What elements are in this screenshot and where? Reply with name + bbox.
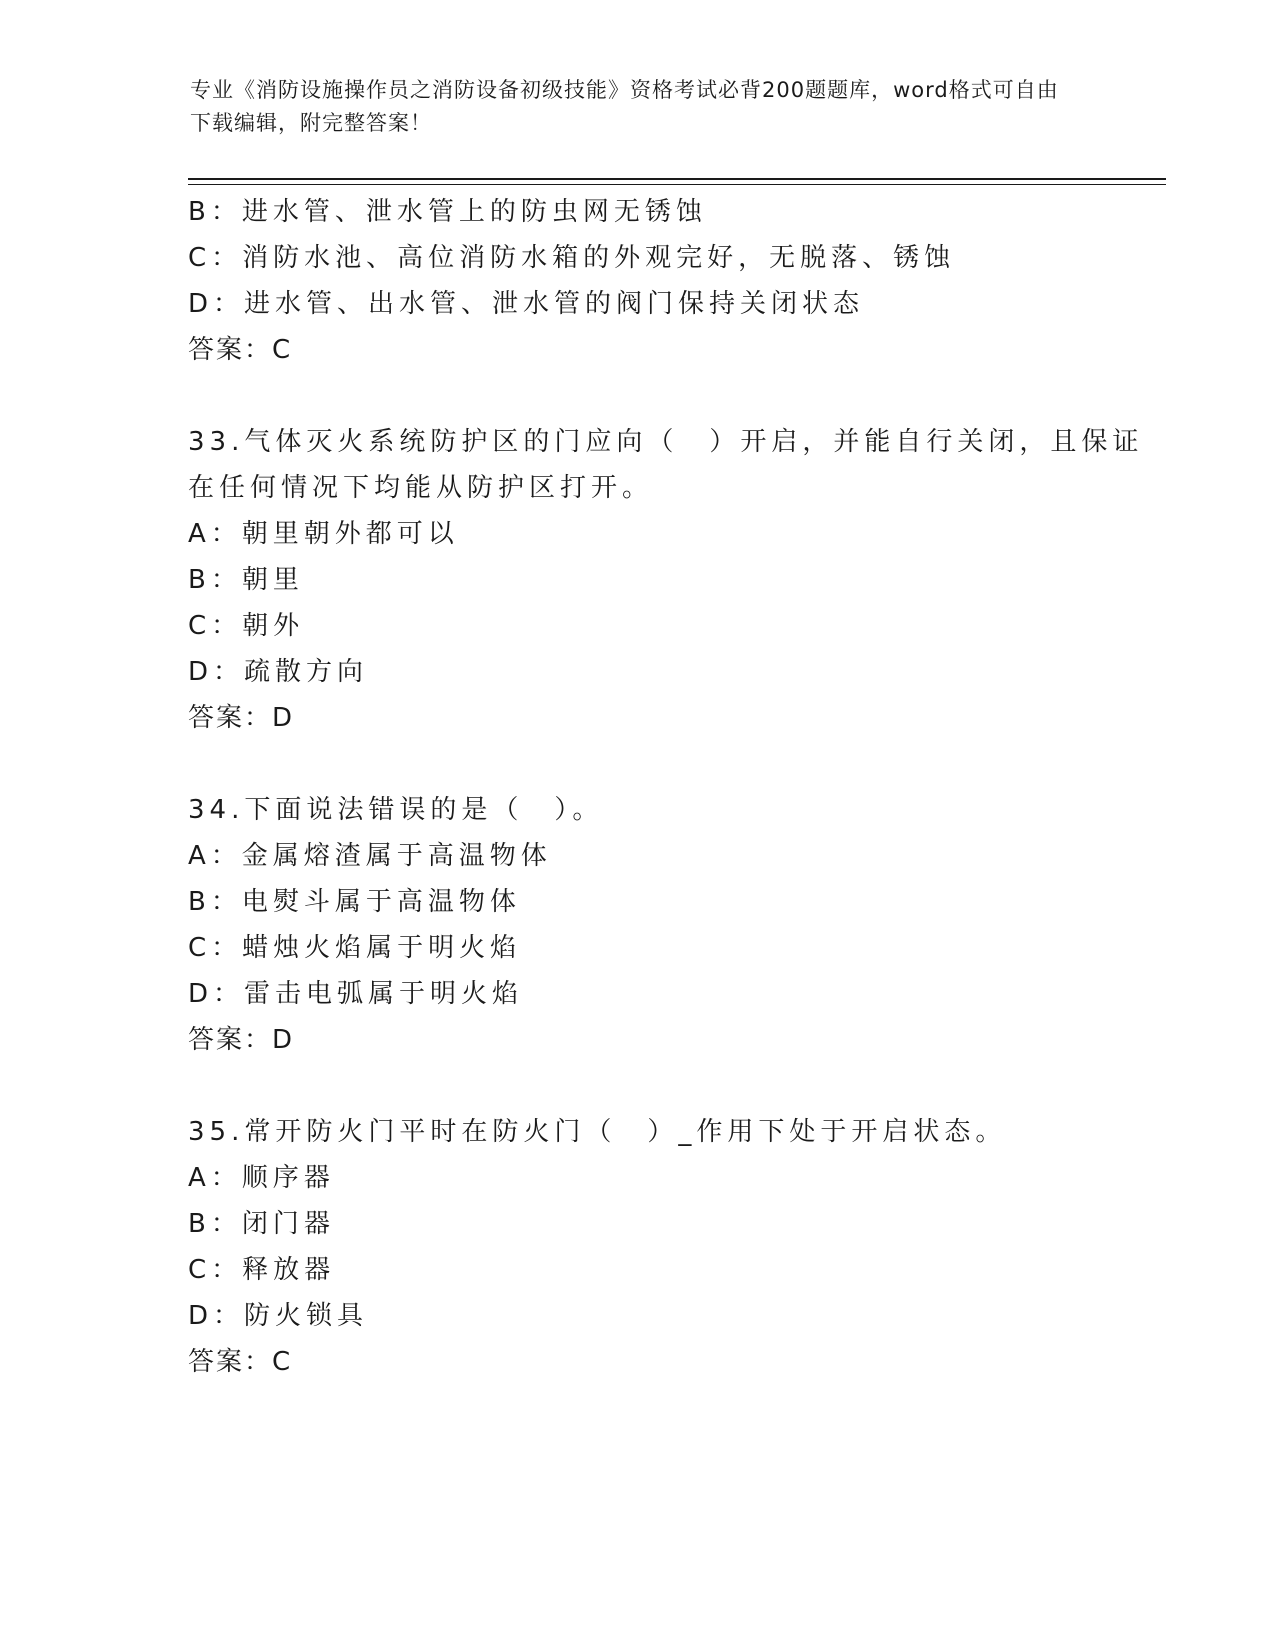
answer-line: 答案：D xyxy=(188,1025,295,1055)
option-a: A：顺序器 xyxy=(188,1163,335,1193)
option-c: C：朝外 xyxy=(188,611,305,641)
option-c: C：蜡烛火焰属于明火焰 xyxy=(188,933,522,963)
spacer xyxy=(188,373,1088,419)
option-d: D：进水管、出水管、泄水管的阀门保持关闭状态 xyxy=(188,289,865,319)
question-block-34 xyxy=(188,787,1088,1063)
spacer xyxy=(188,1063,1088,1109)
option-a: A：朝里朝外都可以 xyxy=(188,519,459,549)
option-c: C：释放器 xyxy=(188,1255,336,1285)
option-d: D：雷击电弧属于明火焰 xyxy=(188,979,524,1009)
question-stem: 34.下面说法错误的是（ ）。 xyxy=(188,795,604,825)
answer-line: 答案：C xyxy=(188,1347,293,1377)
question-stem: 33.气体灭火系统防护区的门应向（ ）开启，并能自行关闭，且保证 xyxy=(188,427,1144,457)
option-a: A：金属熔渣属于高温物体 xyxy=(188,841,552,871)
question-stem-continued: 在任何情况下均能从防护区打开。 xyxy=(188,473,654,503)
question-list xyxy=(188,189,1144,1385)
question-stem: 35.常开防火门平时在防火门（ ）_作用下处于开启状态。 xyxy=(188,1117,1007,1147)
option-b: B：电熨斗属于高温物体 xyxy=(188,887,521,917)
answer-line: 答案：D xyxy=(188,703,295,733)
document-header: 专业《消防设施操作员之消防设备初级技能》资格考试必背200题题库，word格式可自由下载编辑，附完整答案！ xyxy=(190,78,1059,135)
header-divider-thick xyxy=(188,178,1166,180)
answer-line: 答案：C xyxy=(188,335,293,365)
option-d: D：防火锁具 xyxy=(188,1301,369,1331)
option-d: D：疏散方向 xyxy=(188,657,369,687)
question-block-35 xyxy=(188,1109,1088,1385)
option-b: B：朝里 xyxy=(188,565,304,595)
question-block-33 xyxy=(188,419,1144,741)
header-divider-thin xyxy=(188,184,1166,185)
option-c: C：消防水池、高位消防水箱的外观完好，无脱落、锈蚀 xyxy=(188,243,956,273)
question-block-32 xyxy=(188,189,1088,373)
option-b: B：进水管、泄水管上的防虫网无锈蚀 xyxy=(188,197,707,227)
option-b: B：闭门器 xyxy=(188,1209,335,1239)
spacer xyxy=(188,741,1088,787)
